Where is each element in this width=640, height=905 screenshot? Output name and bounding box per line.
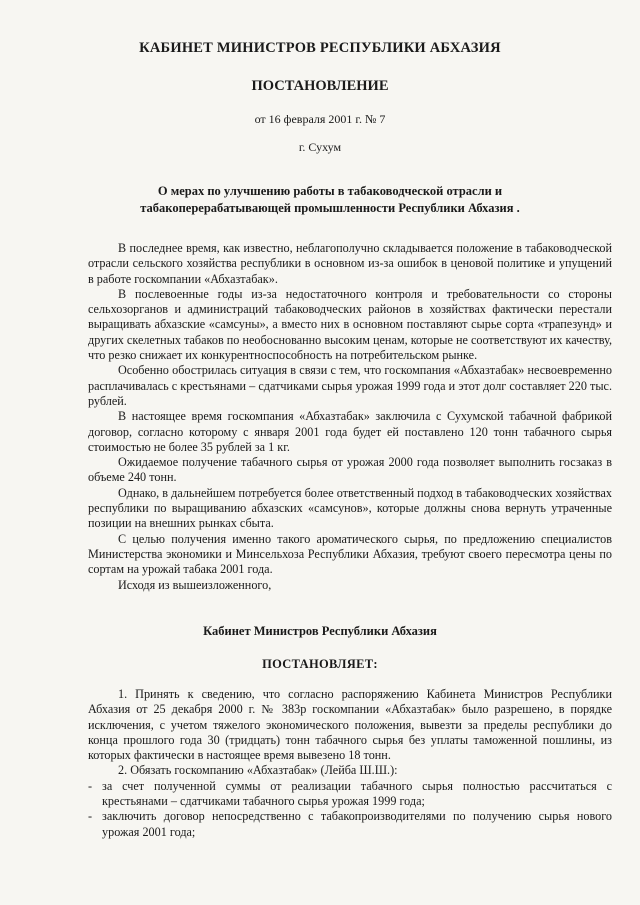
resolution-items — [88, 687, 612, 840]
subject-line-1: О мерах по улучшению работы в табаководческой отрасли и — [157, 184, 503, 198]
preamble-paragraph: С целью получения именно такого ароматического сырья, по предложению специалистов Министерства экономики и Минсельхоза Республики Абхазия, требуют своего пересмотра цены по сортам на урожай табака 2001 года. — [88, 531, 612, 577]
list-item — [88, 779, 612, 810]
preamble-paragraph: Ожидаемое получение табачного сырья от урожая 2000 года позволяет выполнить госзаказ в объеме 240 тонн. — [88, 455, 612, 485]
subject-line-2: табакоперерабатывающей промышленности Республики Абхазия . — [140, 201, 520, 215]
city: г. Сухум — [298, 140, 342, 154]
bullet-dash: - — [88, 778, 93, 793]
preamble-paragraph: Однако, в дальнейшем потребуется более ответственный подход в табаководческих хозяйствах республики по выращиванию абхазских «самсунов», которые должны снова вернуть утраченные позиции на внешних рынках сбыта. — [88, 485, 612, 531]
preamble-paragraph: В послевоенные годы из-за недостаточного контроля и требовательности со стороны сельхозорганов и администраций табаководческих районов в хозяйствах фактически перестали выращивать абхазские «самсуны», а вместо них в основном поставляют сырье сорта «трапезунд» и других скелетных табаков по необоснованно высоким ценам, которые не соответствуют их качеству, что резко снижает их конкурентноспособность на потребительском рынке. — [88, 286, 612, 363]
preamble — [88, 241, 612, 593]
resolution-body-title: Кабинет Министров Республики Абхазия — [203, 624, 437, 638]
document-type: ПОСТАНОВЛЕНИЕ — [251, 78, 389, 94]
bullet-dash: - — [88, 809, 93, 824]
preamble-paragraph: Особенно обострилась ситуация в связи с тем, что госкомпания «Абхазтабак» несвоевременно расплачивалась с крестьянами – сдатчиками сырья урожая 1999 года и этот долг составляет 220 тыс. рублей. — [88, 363, 612, 408]
date-number: от 16 февраля 2001 г. № 7 — [254, 112, 386, 126]
bullet-text: за счет полученной суммы от реализации табачного сырья полностью рассчитаться с крестьянами – сдатчиками табачного сырья урожая 1999 года; — [102, 778, 612, 809]
list-item — [88, 809, 612, 840]
preamble-paragraph: В настоящее время госкомпания «Абхазтабак» заключила с Сухумской табачной фабрикой договор, согласно которому с января 2001 года будет ей поставлено 120 тонн табачного сырья стоимостью не более 35 рублей за 1 кг. — [88, 409, 612, 454]
subject-heading — [60, 183, 600, 217]
bullet-text: заключить договор непосредственно с табакопроизводителями по получению сырья нового урожая 2001 года; — [102, 809, 612, 839]
resolution-item-1: 1. Принять к сведению, что согласно распоряжению Кабинета Министров Республики Абхазия от 25 декабря 2000 г. № 383р госкомпании «Абхазтабак» было разрешено, в порядке исключения, с учетом тяжелого экономического положения, вывезти за пределы республики до конца прошлого года 30 (тридцать) тонн табачного сырья без уплаты таможенной пошлины, из которых фактически в настоящее время вывезено 18 тонн. — [88, 687, 612, 763]
resolution-item-2: 2. Обязать госкомпанию «Абхазтабак» (Лейба Ш.Ш.): — [118, 763, 398, 778]
resolution-verb: ПОСТАНОВЛЯЕТ: — [262, 657, 378, 671]
preamble-paragraph: В последнее время, как известно, неблагополучно складывается положение в табаководческой отрасли сельского хозяйства республики в основном из-за ошибок в ценовой политике и упущений в работе госкомпании «Абхазтабак». — [88, 241, 612, 286]
cabinet-title: КАБИНЕТ МИНИСТРОВ РЕСПУБЛИКИ АБХАЗИЯ — [139, 40, 501, 56]
preamble-paragraph: Исходя из вышеизложенного, — [118, 577, 272, 592]
